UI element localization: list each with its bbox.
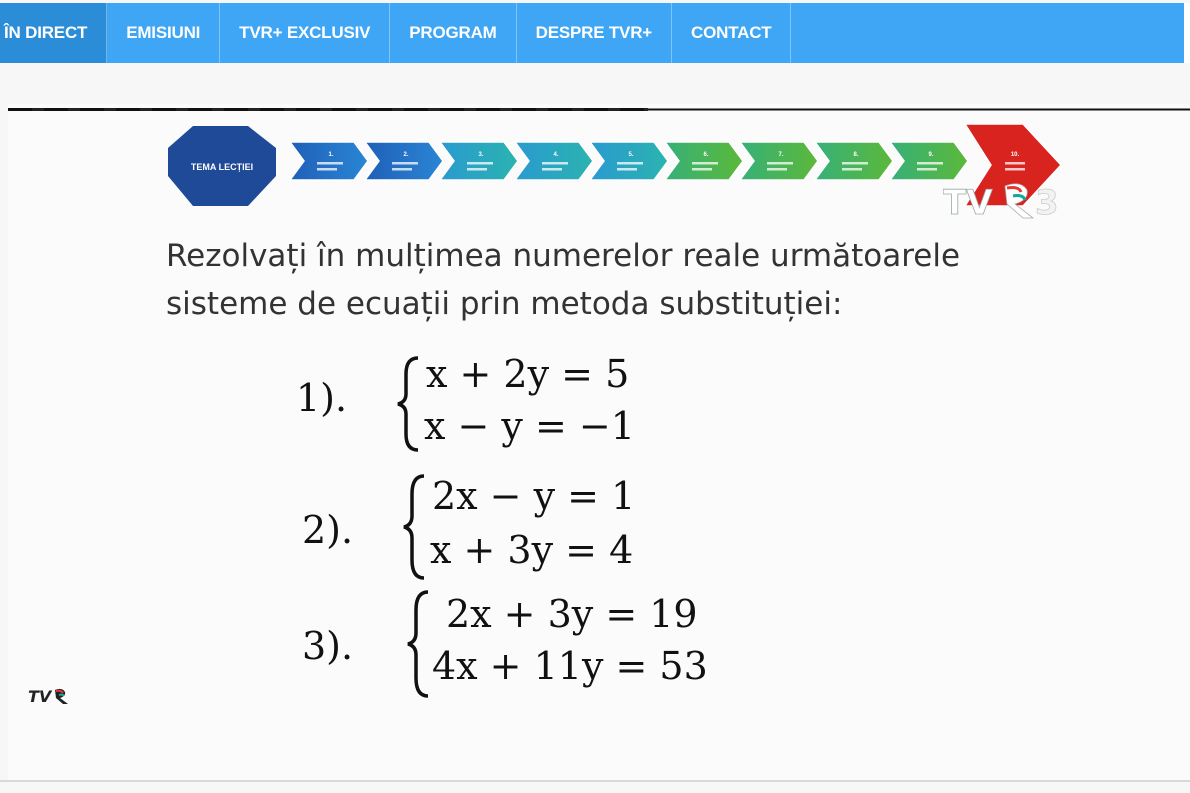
equation-systems bbox=[8, 104, 1190, 780]
nav-item-program[interactable]: PROGRAM bbox=[390, 3, 516, 63]
system-2-eq-2: x + 3y = 4 bbox=[430, 528, 634, 572]
nav-item-despre-tvr[interactable]: DESPRE TVR+ bbox=[517, 3, 672, 63]
system-1-brace bbox=[394, 354, 424, 454]
nav-item-emisiuni[interactable]: EMISIUNI bbox=[107, 3, 220, 63]
nav-item-tvr-exclusiv[interactable]: TVR+ EXCLUSIV bbox=[220, 3, 390, 63]
system-2-eq-1: 2x − y = 1 bbox=[432, 474, 636, 518]
nav-item-in-direct[interactable]: ÎN DIRECT bbox=[0, 3, 107, 63]
system-1-label: 1). bbox=[296, 376, 348, 420]
lesson-step-number: 5. bbox=[628, 152, 634, 158]
lesson-step-number: 2. bbox=[403, 152, 409, 158]
video-player[interactable] bbox=[8, 104, 1190, 780]
heading-line-1: Rezolvați în mulțimea numerelor reale următoarele bbox=[166, 238, 961, 274]
system-2-label: 2). bbox=[302, 508, 354, 552]
system-3-label: 3). bbox=[302, 624, 354, 668]
player-bottom-divider bbox=[0, 780, 1190, 782]
lesson-step-number: 8. bbox=[853, 152, 859, 158]
system-3-eq-2: 4x + 11y = 53 bbox=[432, 644, 708, 688]
lesson-step-number: 7. bbox=[778, 152, 784, 158]
system-1-eq-2: x − y = −1 bbox=[424, 404, 635, 448]
lesson-step-number: 1. bbox=[328, 152, 334, 158]
svg-text:TV: TV bbox=[28, 687, 52, 706]
lesson-step-number: 6. bbox=[703, 152, 709, 158]
svg-text:3: 3 bbox=[1035, 183, 1059, 223]
main-nav bbox=[0, 3, 1190, 63]
lesson-step-number: 9. bbox=[928, 152, 934, 158]
heading-line-2: sisteme de ecuații prin metoda substituției: bbox=[166, 286, 843, 322]
svg-text:TV: TV bbox=[943, 183, 993, 223]
lesson-step-number: 10. bbox=[1010, 152, 1020, 158]
nav-item-contact[interactable]: CONTACT bbox=[672, 3, 791, 63]
nav-edge bbox=[1184, 3, 1190, 63]
system-2-brace bbox=[400, 472, 430, 582]
lesson-step-number: 4. bbox=[553, 152, 559, 158]
system-3-eq-1: 2x + 3y = 19 bbox=[446, 592, 698, 636]
lesson-step-number: 3. bbox=[478, 152, 484, 158]
system-3-brace bbox=[404, 588, 434, 700]
tvr-watermark-logo bbox=[28, 684, 76, 708]
svg-text:TEMA LECȚIEI: TEMA LECȚIEI bbox=[190, 162, 254, 172]
system-1-eq-1: x + 2y = 5 bbox=[426, 352, 630, 396]
